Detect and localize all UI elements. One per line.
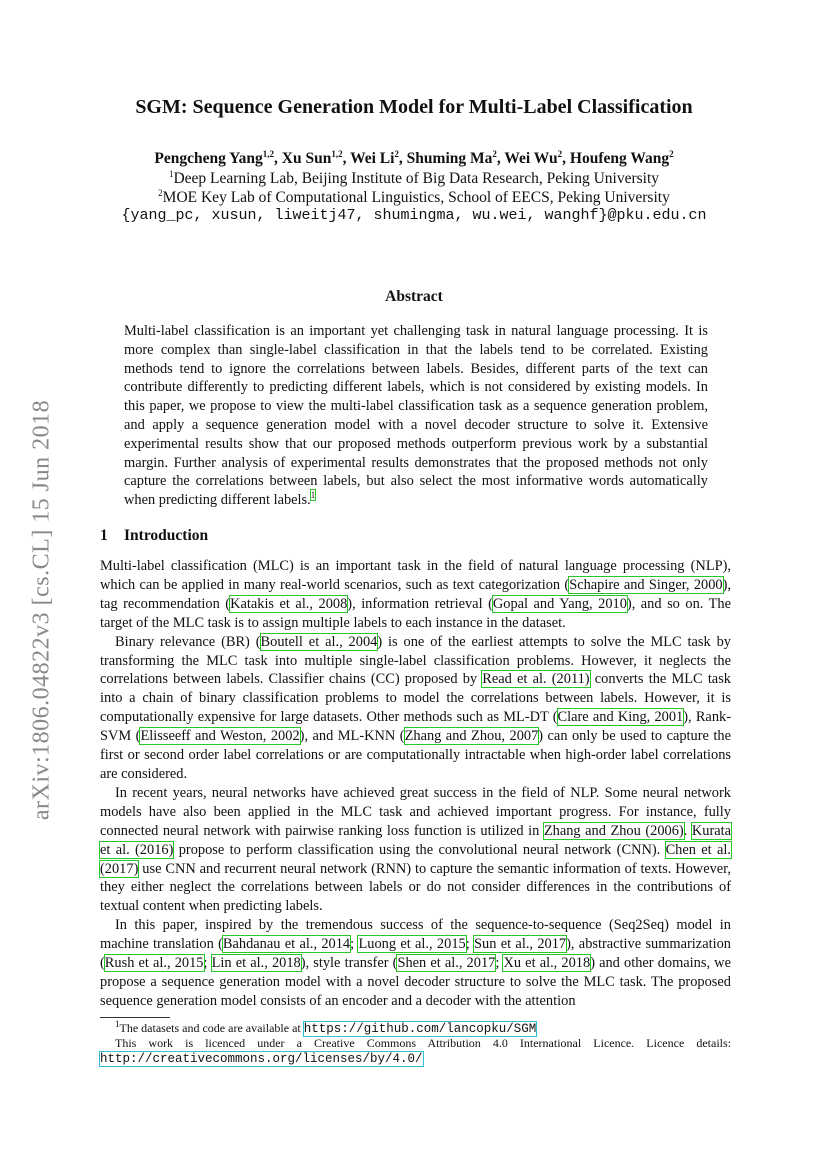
citation-link[interactable]: Shen et al., 2017: [397, 955, 496, 972]
paragraph: [100, 557, 731, 633]
paragraph-text: In recent years, neural networks have achieved great success in the field of NLP. Some neural network models have also been applied in the MLC task and achieved important progress. For instance, fully connected neural network with pairwise ranking loss function is utilized in: [100, 784, 731, 839]
paragraph-text: ;: [465, 936, 475, 953]
license-url-link[interactable]: http://creativecommons.org/licenses/by/4.0/: [100, 1051, 423, 1066]
citation-link[interactable]: Schapire and Singer, 2000: [569, 576, 723, 593]
paragraph: [100, 633, 731, 784]
affiliation-1: $^1$Deep Learning Lab, Beijing Institute of Big Data Research, Peking University: [168, 168, 660, 187]
paragraph-text: In this paper, inspired by the tremendous success of the sequence-to-sequence (Seq2Seq) model in machine translation (: [100, 917, 731, 953]
citation-link[interactable]: Kurata et al. (2016): [100, 822, 732, 858]
section-number: 1: [100, 527, 108, 544]
citation-link[interactable]: Rush et al., 2015: [104, 955, 204, 972]
author-name: Wei Li: [350, 150, 395, 167]
citation-link[interactable]: Boutell et al., 2004: [260, 633, 378, 650]
citation-link[interactable]: Gopal and Yang, 2010: [492, 595, 627, 612]
author-separator: ,: [398, 150, 407, 167]
author-name: Pengcheng Yang: [154, 150, 263, 167]
affiliation-2: $^2$MOE Key Lab of Computational Linguistics, School of EECS, Peking University: [158, 187, 670, 206]
paragraph-text: ) and other domains, we propose a sequence generation model with a novel decoder structure to solve the MLC task. The proposed sequence generation model consists of an encoder and a decoder with the attention: [100, 955, 731, 1009]
section-title: Introduction: [124, 527, 209, 544]
author-affiliation-mark: 2: [492, 148, 497, 159]
paragraph-text: propose to perform classification using the convolutional neural network (CNN).: [173, 841, 666, 858]
paragraph-text: ;: [203, 955, 212, 972]
abstract-heading: Abstract: [385, 288, 443, 305]
citation-link[interactable]: Sun et al., 2017: [474, 936, 567, 953]
paragraph: [100, 784, 731, 916]
citation-link[interactable]: Read et al. (2011): [482, 671, 590, 688]
author-separator: ,: [496, 150, 505, 167]
footnote-license: This work is licenced under a Creative Commons Attribution 4.0 International Licence. Licence details: http://creativecommons.org/licenses/by/4.0/: [100, 1036, 731, 1066]
paragraph-text: use CNN and recurrent neural network (RNN) to capture the semantic information of texts. However, they either neglect the correlations between labels or do not consider differences in the contributions of textual content when predicting labels.: [100, 860, 731, 915]
abstract-text: Multi-label classification is an important yet challenging task in natural language processing. It is more complex than single-label classification in that the labels tend to be correlated. Existing methods tend to ignore the correlations between labels. Besides, different parts of the text can contribute differently to predicting different labels, which is not considered by existing models. In this paper, we propose to view the multi-label classification task as a sequence generation problem, and apply a sequence generation model with a novel decoder structure to solve it. Extensive experimental results show that our proposed methods outperform previous work by a substantial margin. Further analysis of experimental results demonstrates that the proposed methods not only capture the correlations between labels, but also select the most informative words automatically when predicting different labels.: [124, 323, 708, 509]
paragraph-text: Binary relevance (BR) (: [115, 633, 261, 650]
paragraph-text: ) is one of the earliest attempts to solve the MLC task by transforming the MLC task into multiple single-label classification problems. However, it neglects the correlations between labels. Classifier chains (CC) proposed by: [100, 633, 731, 688]
paragraph-text: Multi-label classification (MLC) is an important task in the field of natural language processing (NLP), which can be applied in many real-world scenarios, such as text categorization (: [100, 558, 731, 593]
paragraph-text: ), information retrieval (: [347, 595, 493, 612]
arxiv-identifier-text: arXiv:1806.04822v3 [cs.CL] 15 Jun 2018: [28, 399, 55, 821]
paragraph-text: ), abstractive summarization (: [100, 936, 731, 972]
paragraph-text: ), and ML-KNN (: [299, 728, 405, 745]
citation-link[interactable]: Lin et al., 2018: [211, 955, 301, 972]
footnote-link[interactable]: 1: [310, 490, 316, 501]
author-list: [0, 150, 828, 168]
paragraph-text: ;: [350, 936, 359, 953]
abstract-body: [124, 322, 708, 510]
footnote-rule: [100, 1017, 170, 1018]
author-emails: {yang_pc, xusun, liweitj47, shumingma, wu.wei, wanghf}@pku.edu.cn: [121, 207, 707, 224]
dataset-url-link[interactable]: https://github.com/lancopku/SGM: [303, 1022, 537, 1036]
author-affiliation-mark: 2: [394, 148, 399, 159]
author-affiliation-mark: 2: [557, 148, 563, 159]
arxiv-identifier: [22, 370, 62, 850]
paragraph-text: ), tag recommendation (: [100, 576, 732, 612]
author-name: Wei Wu: [504, 150, 558, 167]
author-name: Xu Sun: [281, 150, 332, 167]
author-name: Houfeng Wang: [569, 150, 670, 167]
author-separator: ,: [274, 150, 282, 167]
citation-link[interactable]: Katakis et al., 2008: [230, 595, 348, 612]
paper-title: SGM: Sequence Generation Model for Multi-Label Classification: [135, 96, 693, 118]
author-affiliation-mark: 1,2: [262, 148, 275, 159]
paragraph-text: ), and so on. The target of the MLC task is to assign multiple labels to each instance in the dataset.: [100, 595, 731, 631]
citation-link[interactable]: Luong et al., 2015: [358, 936, 466, 953]
paragraph-text: .: [683, 822, 692, 839]
citation-link[interactable]: Elisseeff and Weston, 2002: [140, 728, 300, 745]
introduction-body: [100, 557, 731, 1011]
paragraph-text: ), style transfer (: [300, 955, 398, 972]
footnote-1: $^1$The datasets and code are available at https://github.com/lancopku/SGM: [115, 1019, 537, 1036]
paragraph-text: ) can only be used to capture the first or second order label correlations or are computationally intractable when high-order label correlations are considered.: [100, 728, 731, 782]
paragraph-text: ), Rank-SVM (: [100, 709, 731, 745]
author-affiliation-mark: 1,2: [331, 148, 343, 159]
author-name: Shuming Ma: [406, 150, 493, 167]
citation-link[interactable]: Clare and King, 2001: [557, 709, 684, 726]
citation-link[interactable]: Zhang and Zhou (2006): [543, 822, 684, 839]
citation-link[interactable]: Xu et al., 2018: [503, 955, 591, 972]
citation-link[interactable]: Chen et al. (2017): [100, 841, 731, 877]
author-separator: ,: [342, 150, 351, 167]
citation-link[interactable]: Zhang and Zhou, 2007: [404, 728, 539, 745]
section-heading: [100, 527, 208, 545]
author-affiliation-mark: 2: [669, 148, 674, 159]
paragraph-text: converts the MLC task into a chain of binary classification problems to model the correlations between labels. However, it is computationally expensive for large datasets. Other methods such as ML-DT (: [100, 671, 731, 726]
citation-link[interactable]: Bahdanau et al., 2014: [222, 936, 351, 953]
paragraph: [100, 916, 731, 1011]
paragraph-text: ;: [495, 955, 504, 972]
author-separator: ,: [562, 150, 570, 167]
